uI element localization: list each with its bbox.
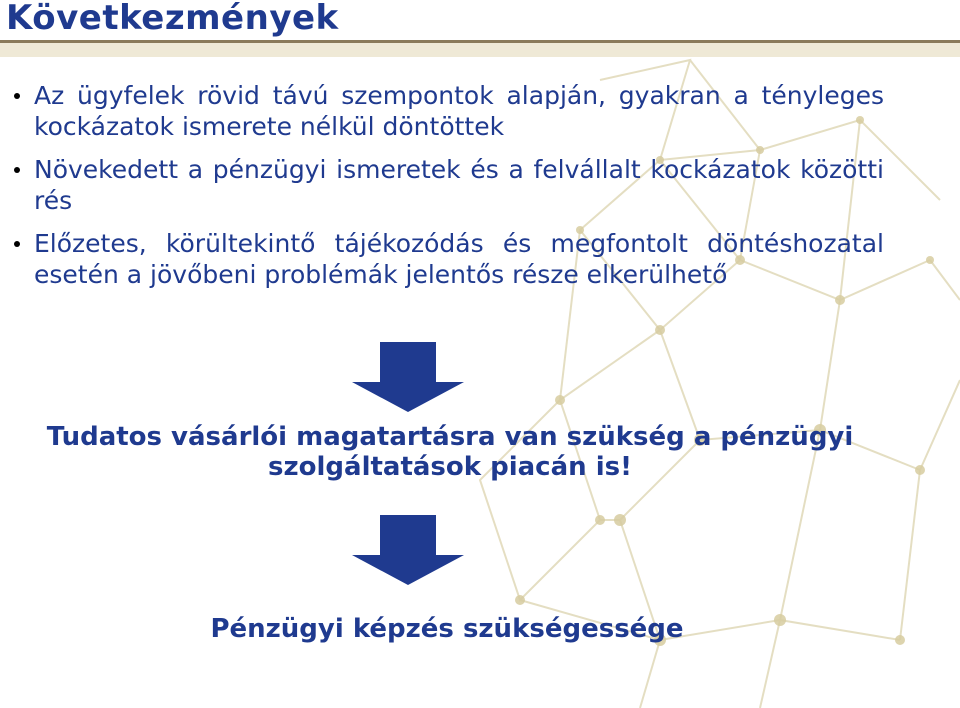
title-band [0,0,960,40]
bullet-item [12,228,884,290]
bullet-dot-icon [14,167,20,173]
bullet-text: Az ügyfelek rövid távú szempontok alapján, gyakran a tényleges kockázatok ismerete nélkül döntöttek [34,81,884,141]
bullet-dot-icon [14,93,20,99]
down-arrow-icon [352,342,464,412]
title-rule-shade [0,43,960,57]
conclusion-line-2: szolgáltatások piacán is! [268,452,632,482]
conclusion-line-1: Tudatos vásárlói magatartásra van szükség a pénzügyi [46,422,854,452]
bullet-item [12,154,884,216]
bullet-item [12,80,884,142]
slide-title: Következmények [6,0,339,38]
conclusion-text [0,422,900,482]
bullet-text: Növekedett a pénzügyi ismeretek és a felvállalt kockázatok közötti rés [34,155,884,215]
final-statement: Pénzügyi képzés szükségessége [210,614,684,644]
bullet-list [12,80,884,302]
bullet-dot-icon [14,241,20,247]
bullet-text: Előzetes, körültekintő tájékozódás és megfontolt döntéshozatal esetén a jövőbeni problémák jelentős része elkerülhető [34,229,884,289]
down-arrow-icon [352,515,464,585]
